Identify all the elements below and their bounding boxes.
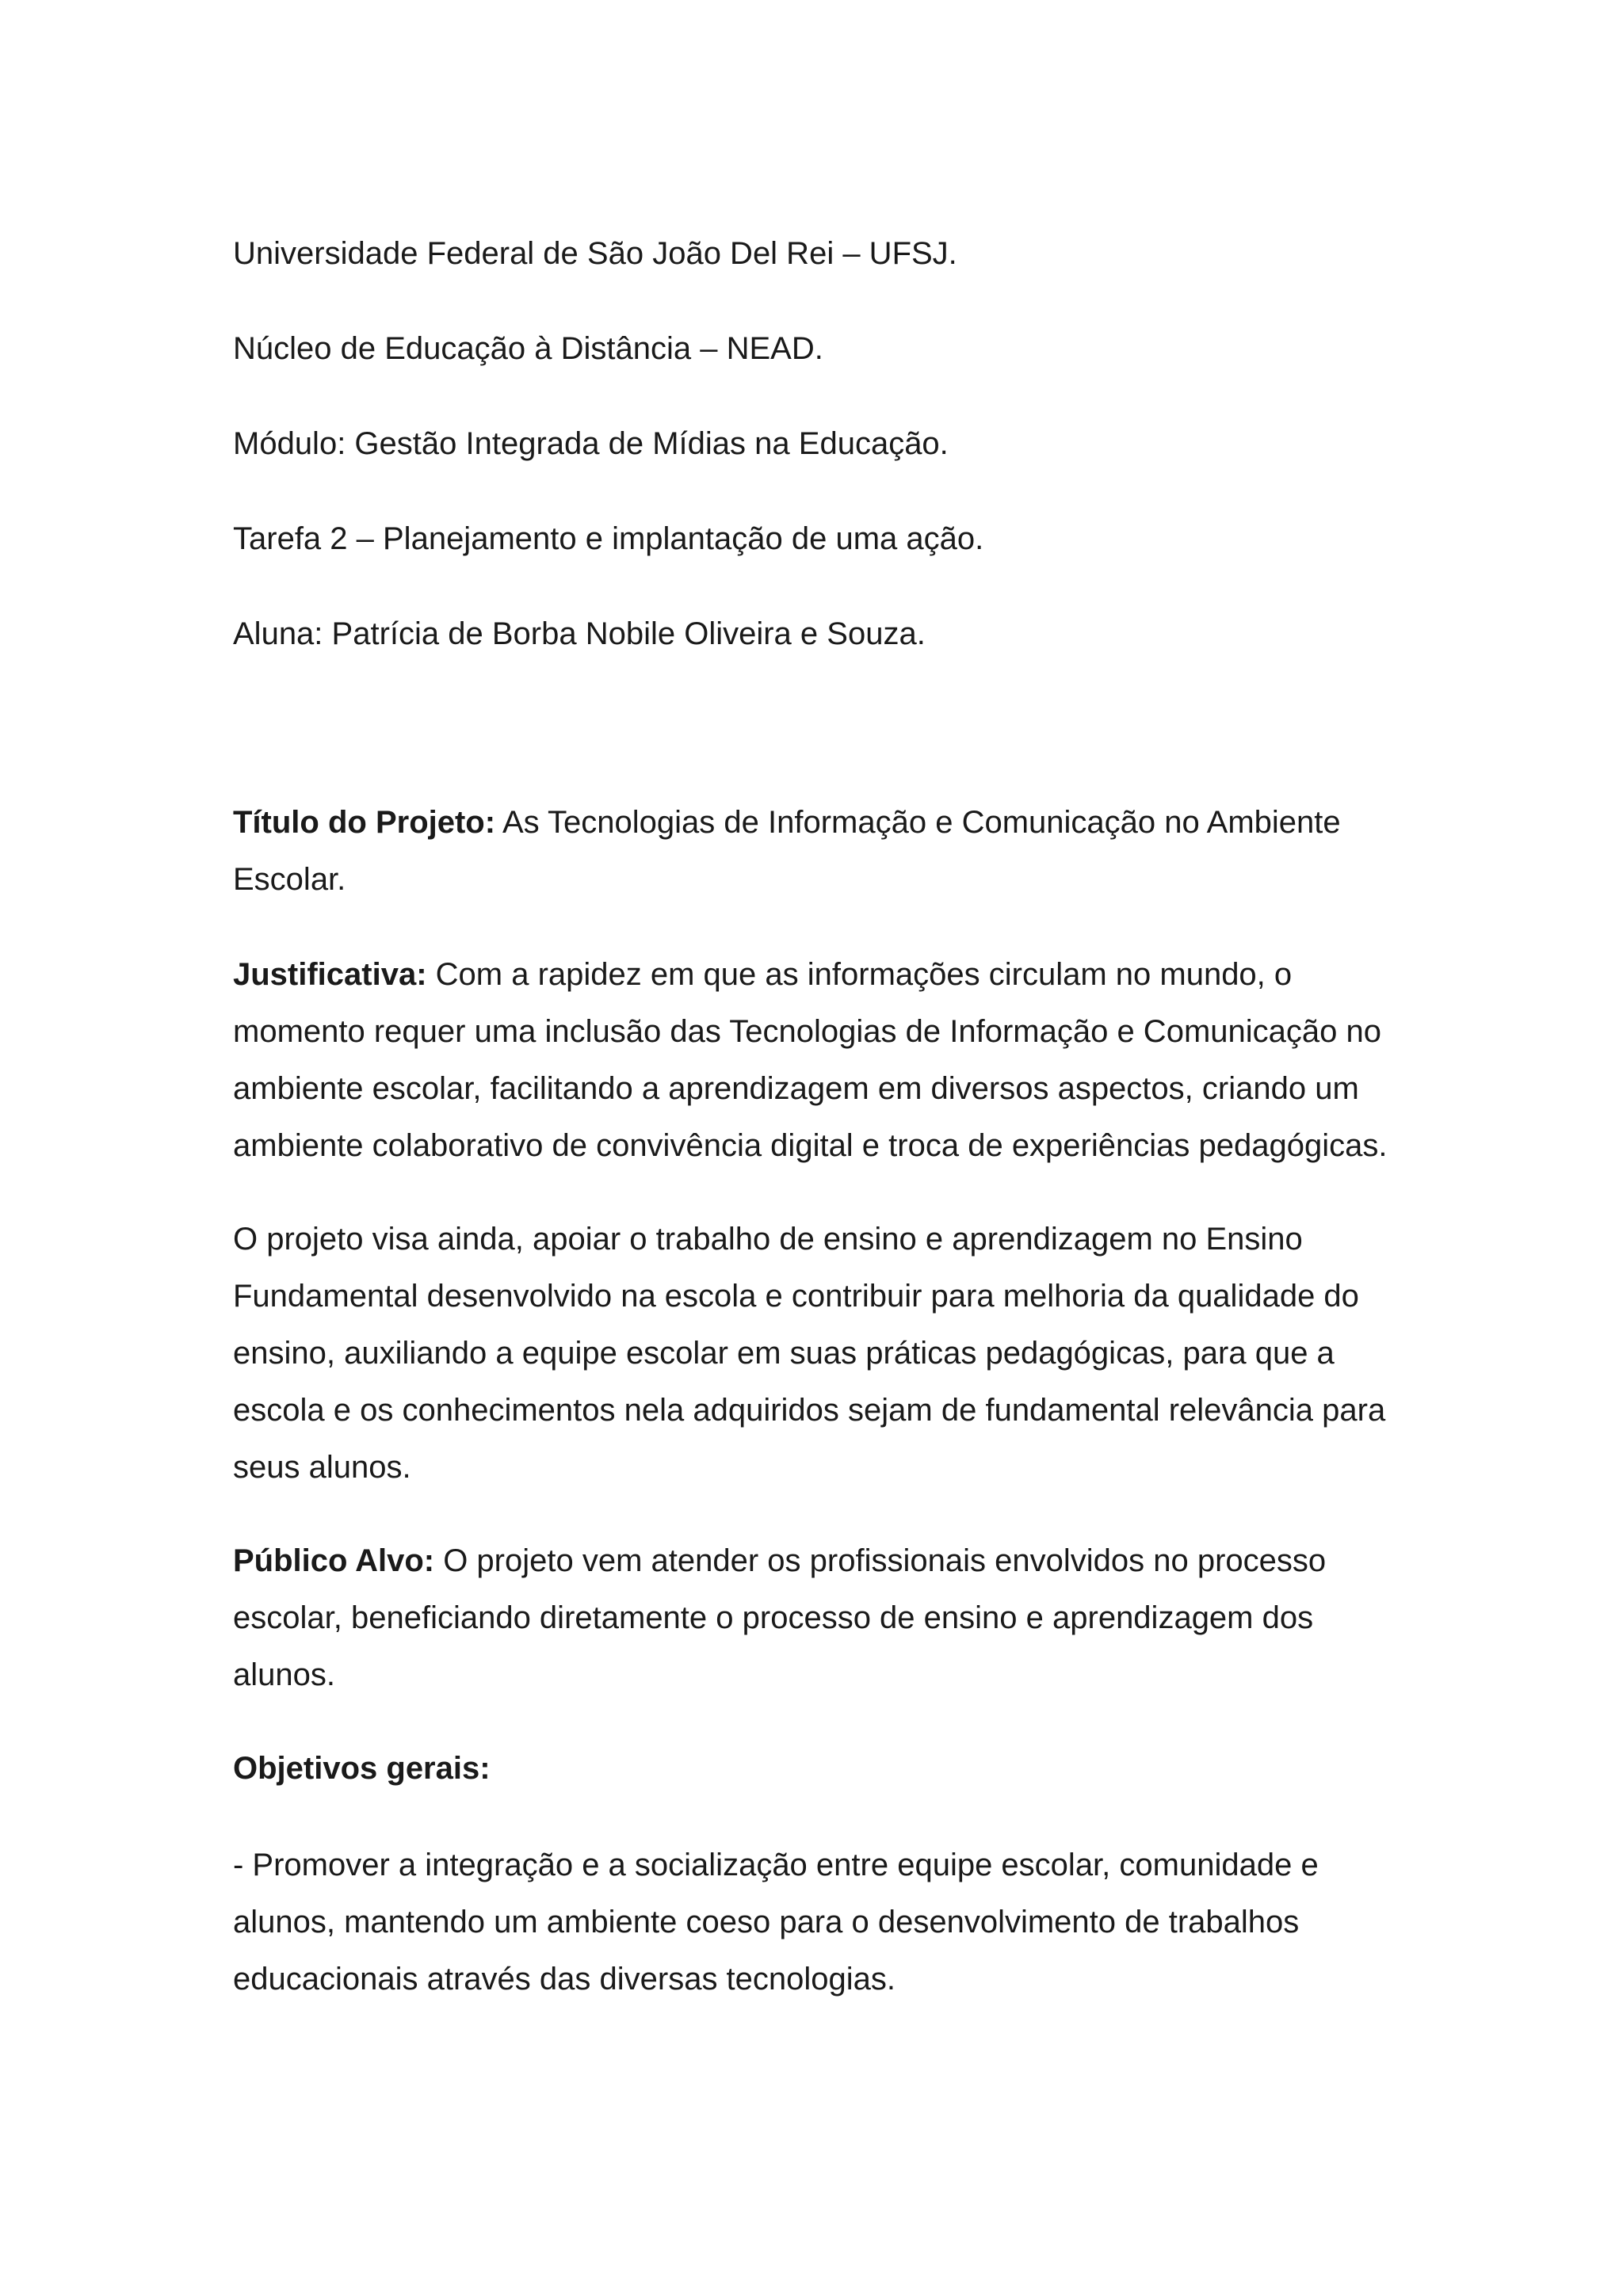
project-title-text: As Tecnologias de Informação e Comunicação no Ambiente xyxy=(495,805,1341,840)
project-aim-line: O projeto visa ainda, apoiar o trabalho de ensino e aprendizagem no Ensino xyxy=(233,1222,1303,1257)
justification-line: ambiente escolar, facilitando a aprendizagem em diversos aspectos, criando um xyxy=(233,1071,1359,1106)
general-objectives-paragraph xyxy=(233,1836,1461,2008)
header-task: Tarefa 2 – Planejamento e implantação de uma ação. xyxy=(233,521,984,556)
justification-line: ambiente colaborativo de convivência digital e troca de experiências pedagógicas. xyxy=(233,1128,1388,1163)
general-objectives-line: alunos, mantendo um ambiente coeso para o desenvolvimento de trabalhos xyxy=(233,1905,1300,1939)
project-aim-paragraph xyxy=(233,1211,1461,1496)
header-student: Aluna: Patrícia de Borba Nobile Oliveira e Souza. xyxy=(233,616,926,651)
header-module: Módulo: Gestão Integrada de Mídias na Educação. xyxy=(233,426,949,461)
target-audience-line: alunos. xyxy=(233,1657,335,1692)
general-objectives-line: - Promover a integração e a socialização entre equipe escolar, comunidade e xyxy=(233,1848,1319,1882)
target-audience-label: Público Alvo: xyxy=(233,1543,435,1578)
project-title-paragraph xyxy=(233,794,1461,908)
project-aim-line: Fundamental desenvolvido na escola e contribuir para melhoria da qualidade do xyxy=(233,1279,1359,1314)
project-title-text-cont: Escolar. xyxy=(233,862,346,897)
header-nucleus: Núcleo de Educação à Distância – NEAD. xyxy=(233,331,823,366)
justification-paragraph xyxy=(233,946,1461,1174)
project-aim-line: escola e os conhecimentos nela adquiridos sejam de fundamental relevância para xyxy=(233,1393,1386,1428)
general-objectives-heading: Objetivos gerais: xyxy=(233,1751,491,1786)
justification-label: Justificativa: xyxy=(233,957,427,992)
project-aim-line: seus alunos. xyxy=(233,1450,411,1485)
general-objectives-line: educacionais através das diversas tecnologias. xyxy=(233,1962,896,1997)
project-title-label: Título do Projeto: xyxy=(233,805,496,840)
project-aim-line: ensino, auxiliando a equipe escolar em suas práticas pedagógicas, para que a xyxy=(233,1336,1335,1371)
target-audience-line: escolar, beneficiando diretamente o processo de ensino e aprendizagem dos xyxy=(233,1600,1314,1635)
header-university: Universidade Federal de São João Del Rei – UFSJ. xyxy=(233,236,957,271)
general-objectives-heading-block xyxy=(233,1740,1461,1797)
justification-line: Com a rapidez em que as informações circulam no mundo, o xyxy=(426,957,1293,992)
justification-line: momento requer uma inclusão das Tecnologias de Informação e Comunicação no xyxy=(233,1014,1381,1049)
target-audience-line: O projeto vem atender os profissionais envolvidos no processo xyxy=(434,1543,1327,1578)
target-audience-paragraph xyxy=(233,1532,1461,1703)
